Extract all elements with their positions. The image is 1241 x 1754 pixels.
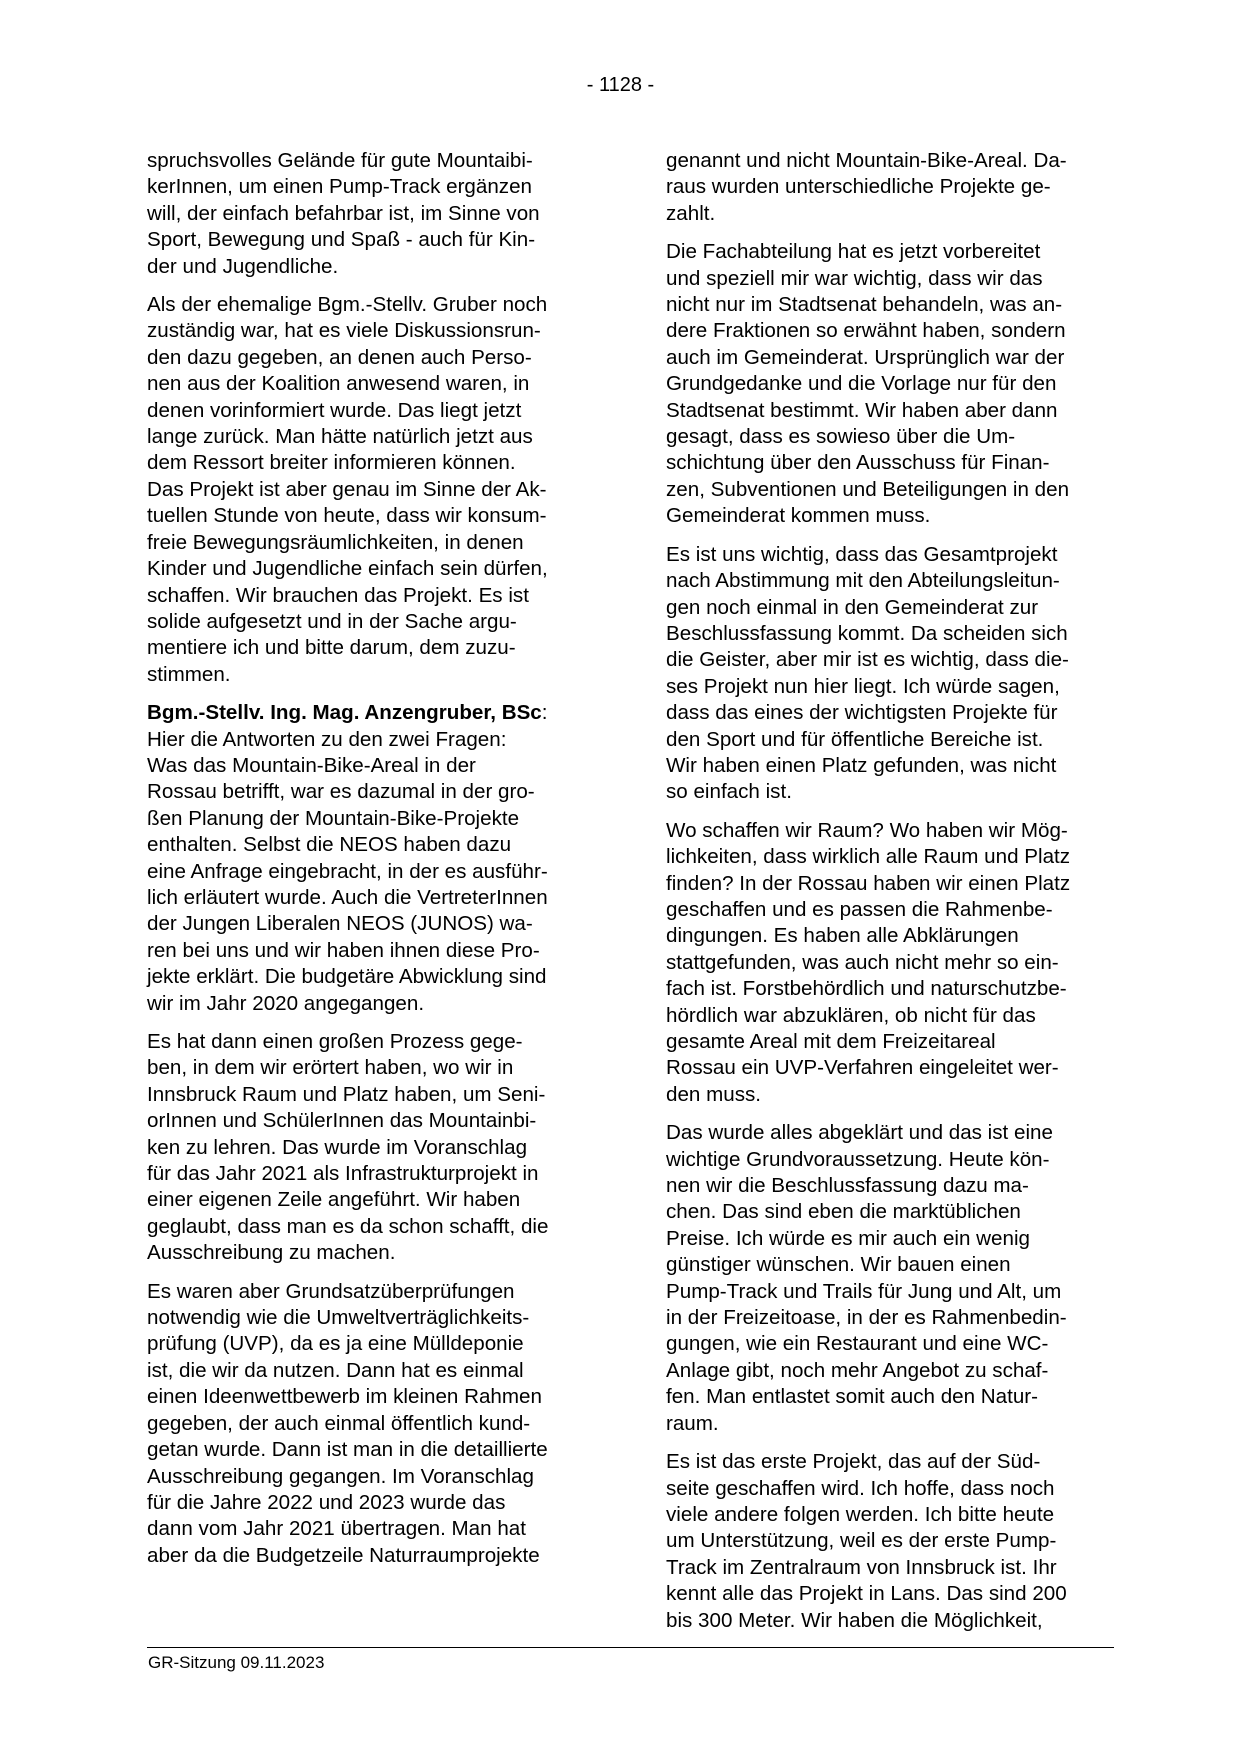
left-column	[147, 148, 592, 1581]
speaker-name: Bgm.-Stellv. Ing. Mag. Anzengruber, BSc	[147, 701, 542, 725]
paragraph: Die Fachabteilung hat es jetzt vorbereitet und speziell mir war wichtig, dass wir das nicht nur im Stadtsenat behandeln, was an- dere Fraktionen so erwähnt haben, sondern auch im Gemeinderat. Ursprünglich war der Grundgedanke und die Vorlage nur für den Stadtsenat bestimmt. Wir haben aber dann gesagt, dass es sowieso über die Um- schichtung über den Ausschuss für Finan- zen, Subventionen und Beteiligungen in den Gemeinderat kommen muss.	[666, 240, 1070, 528]
right-column	[666, 148, 1111, 1646]
paragraph: spruchsvolles Gelände für gute Mountaibi- kerInnen, um einen Pump-Track ergänzen will, der einfach befahrbar ist, im Sinne von Sport, Bewegung und Spaß - auch für Kin- der und Jugendliche.	[147, 149, 540, 278]
speaker-statement: Hier die Antworten zu den zwei Fragen: Was das Mountain-Bike-Areal in der Rossau betrifft, war es dazumal in der gro- ßen Planung der Mountain-Bike-Projekte enthalten. Selbst die NEOS haben dazu eine Anfrage eingebracht, in der es ausführ- lich erläutert wurde. Auch die VertreterInnen der Jungen Liberalen NEOS (JUNOS) wa- ren bei uns und wir haben ihnen diese Pro- jekte erklärt. Die budgetäre Abwicklung sind wir im Jahr 2020 angegangen.	[147, 727, 548, 1015]
footer-divider	[147, 1647, 1114, 1648]
paragraph: Das wurde alles abgeklärt und das ist eine wichtige Grundvoraussetzung. Heute kön- nen wir die Beschlussfassung dazu ma- chen. Das sind eben die marktüblichen Preise. Ich würde es mir auch ein wenig günstiger wünschen. Wir bauen einen Pump-Track und Trails für Jung und Alt, um in der Freizeitoase, in der es Rahmenbedin- gungen, wie ein Restaurant und eine WC- Anlage gibt, noch mehr Angebot zu schaf- fen. Man entlastet somit auch den Natur- raum.	[666, 1121, 1067, 1435]
paragraph: Es hat dann einen großen Prozess gege- ben, in dem wir erörtert haben, wo wir in Innsbruck Raum und Platz haben, um Seni- orInnen und SchülerInnen das Mountainbi- ken zu lehren. Das wurde im Voranschlag für das Jahr 2021 als Infrastrukturprojekt in einer eigenen Zeile angeführt. Wir haben geglaubt, dass man es da schon schafft, die Ausschreibung zu machen.	[147, 1030, 549, 1265]
paragraph: genannt und nicht Mountain-Bike-Areal. Da- raus wurden unterschiedliche Projekte ge- zahlt.	[666, 149, 1067, 225]
paragraph: Es waren aber Grundsatzüberprüfungen notwendig wie die Umweltverträglichkeits- prüfung (UVP), da es ja eine Mülldeponie ist, die wir da nutzen. Dann hat es einmal einen Ideenwettbewerb im kleinen Rahmen gegeben, der auch einmal öffentlich kund- getan wurde. Dann ist man in die detaillierte Ausschreibung gegangen. Im Voranschlag für die Jahre 2022 und 2023 wurde das dann vom Jahr 2021 übertragen. Man hat aber da die Budgetzeile Naturraumprojekte	[147, 1279, 548, 1567]
paragraph: Als der ehemalige Bgm.-Stellv. Gruber noch zuständig war, hat es viele Diskussionsrun- den dazu gegeben, an denen auch Perso- nen aus der Koalition anwesend waren, in denen vorinformiert wurde. Das liegt jetzt lange zurück. Man hätte natürlich jetzt aus dem Ressort breiter informieren können. Das Projekt ist aber genau im Sinne der Ak- tuellen Stunde von heute, dass wir konsum- freie Bewegungsräumlichkeiten, in denen Kinder und Jugendliche einfach sein dürfen, schaffen. Wir brauchen das Projekt. Es ist solide aufgesetzt und in der Sache argu- mentiere ich und bitte darum, dem zuzu- stimmen.	[147, 293, 548, 686]
paragraph: Es ist uns wichtig, dass das Gesamtprojekt nach Abstimmung mit den Abteilungsleitun- gen noch einmal in den Gemeinderat zur Beschlussfassung kommt. Da scheiden sich die Geister, aber mir ist es wichtig, dass die- ses Projekt nun hier liegt. Ich würde sagen, dass das eines der wichtigsten Projekte für den Sport und für öffentliche Bereiche ist. Wir haben einen Platz gefunden, was nicht so einfach ist.	[666, 542, 1069, 804]
paragraph: Wo schaffen wir Raum? Wo haben wir Mög- lichkeiten, dass wirklich alle Raum und Platz finden? In der Rossau haben wir einen Platz geschaffen und es passen die Rahmenbe- dingungen. Es haben alle Abklärungen stattgefunden, was auch nicht mehr so ein- fach ist. Forstbehördlich und naturschutzbe- hördlich war abzuklären, ob nicht für das gesamte Areal mit dem Freizeitareal Rossau ein UVP-Verfahren eingeleitet wer- den muss.	[666, 818, 1071, 1106]
footer-session-date: GR-Sitzung 09.11.2023	[148, 1653, 325, 1672]
page-number: - 1128 -	[586, 74, 655, 96]
paragraph: Es ist das erste Projekt, das auf der Süd- seite geschaffen wird. Ich hoffe, dass noch viele andere folgen werden. Ich bitte heute um Unterstützung, weil es der erste Pump- Track im Zentralraum von Innsbruck ist. Ihr kennt alle das Projekt in Lans. Das sind 200 bis 300 Meter. Wir haben die Möglichkeit,	[666, 1450, 1067, 1632]
speaker-paragraph: Bgm.-Stellv. Ing. Mag. Anzengruber, BSc: Hier die Antworten zu den zwei Fragen: Was das Mountain-Bike-Areal in der Rossau betrifft, war es dazumal in der gro- ßen Planung der Mountain-Bike-Projekte enthalten. Selbst die NEOS haben dazu eine Anfrage eingebracht, in der es ausführ- lich erläutert wurde. Auch die VertreterInnen der Jungen Liberalen NEOS (JUNOS) wa- ren bei uns und wir haben ihnen diese Pro- jekte erklärt. Die budgetäre Abwicklung sind wir im Jahr 2020 angegangen.	[147, 701, 548, 1015]
